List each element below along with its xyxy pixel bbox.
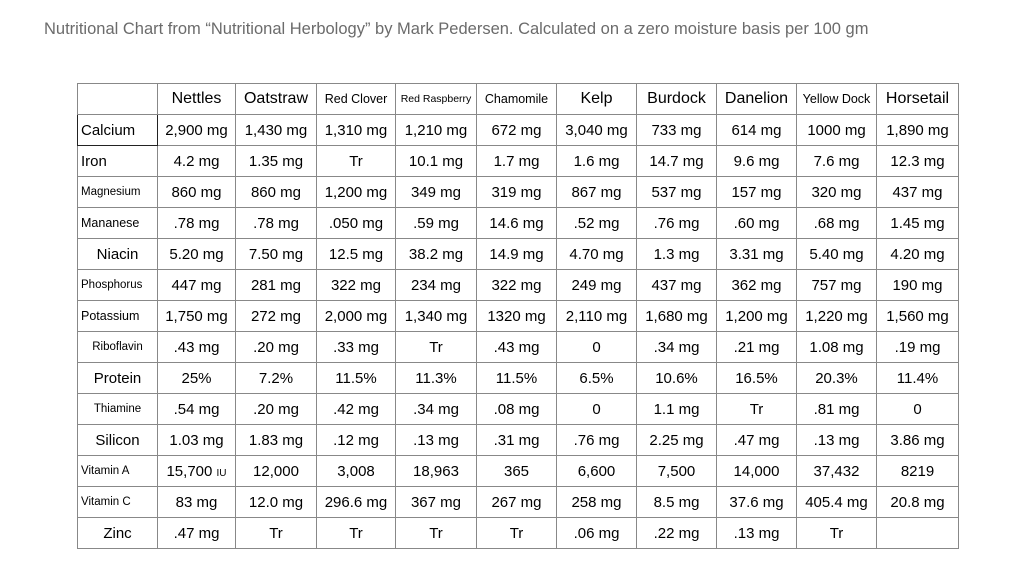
table-cell: .54 mg: [158, 394, 236, 425]
table-row: [78, 177, 959, 208]
page-title: Nutritional Chart from “Nutritional Herbology” by Mark Pedersen. Calculated on a zero moisture basis per 100 gm: [44, 20, 869, 38]
table-cell: 20.3%: [797, 363, 877, 394]
table-cell: 157 mg: [717, 177, 797, 208]
table-cell: 1.1 mg: [637, 394, 717, 425]
table-cell: 1,750 mg: [158, 301, 236, 332]
table-cell: 14,000: [717, 456, 797, 487]
table-cell: .21 mg: [717, 332, 797, 363]
table-cell: 6.5%: [557, 363, 637, 394]
table-row: [78, 456, 959, 487]
table-cell: .68 mg: [797, 208, 877, 239]
column-header: Red Raspberry: [396, 84, 477, 115]
table-cell: 6,600: [557, 456, 637, 487]
table-cell: 7,500: [637, 456, 717, 487]
table-cell: 7.50 mg: [236, 239, 317, 270]
table-row: [78, 363, 959, 394]
table-cell: 3,040 mg: [557, 115, 637, 146]
table-cell: 322 mg: [317, 270, 396, 301]
table-cell: 2,110 mg: [557, 301, 637, 332]
table-cell: 867 mg: [557, 177, 637, 208]
table-cell: 4.20 mg: [877, 239, 959, 270]
table-cell: .06 mg: [557, 518, 637, 549]
table-cell: 37.6 mg: [717, 487, 797, 518]
header-row: [78, 84, 959, 115]
table-cell: 1,340 mg: [396, 301, 477, 332]
table-cell: 12.5 mg: [317, 239, 396, 270]
nutrition-table: [77, 83, 959, 549]
table-cell: 14.9 mg: [477, 239, 557, 270]
table-row: [78, 301, 959, 332]
table-cell: 1.35 mg: [236, 146, 317, 177]
table-cell: .60 mg: [717, 208, 797, 239]
table-cell: 0: [557, 332, 637, 363]
table-cell: 437 mg: [877, 177, 959, 208]
table-row: [78, 332, 959, 363]
table-cell: 16.5%: [717, 363, 797, 394]
table-cell: 733 mg: [637, 115, 717, 146]
table-cell: 83 mg: [158, 487, 236, 518]
table-cell: 1,220 mg: [797, 301, 877, 332]
table-row: [78, 518, 959, 549]
table-cell: 9.6 mg: [717, 146, 797, 177]
table-cell: .59 mg: [396, 208, 477, 239]
table-cell: Tr: [317, 146, 396, 177]
table-cell: 1.6 mg: [557, 146, 637, 177]
column-header: Kelp: [557, 84, 637, 115]
table-cell: .76 mg: [557, 425, 637, 456]
table-cell: 1.3 mg: [637, 239, 717, 270]
table-cell: 11.4%: [877, 363, 959, 394]
table-cell: .47 mg: [717, 425, 797, 456]
table-cell: 1,560 mg: [877, 301, 959, 332]
table-cell: 1.45 mg: [877, 208, 959, 239]
row-label: Protein: [78, 363, 158, 394]
table-cell: 11.5%: [317, 363, 396, 394]
table-cell: 7.6 mg: [797, 146, 877, 177]
row-label: Vitamin C: [78, 487, 158, 518]
row-label: Vitamin A: [78, 456, 158, 487]
table-cell: 860 mg: [236, 177, 317, 208]
table-cell: 25%: [158, 363, 236, 394]
column-header: Red Clover: [317, 84, 396, 115]
table-cell: 320 mg: [797, 177, 877, 208]
table-cell: .13 mg: [396, 425, 477, 456]
table-cell: .34 mg: [637, 332, 717, 363]
table-cell: .20 mg: [236, 332, 317, 363]
table-cell: Tr: [236, 518, 317, 549]
row-label: Phosphorus: [78, 270, 158, 301]
table-cell: 14.6 mg: [477, 208, 557, 239]
table-row: [78, 394, 959, 425]
table-cell: 190 mg: [877, 270, 959, 301]
table-cell: .42 mg: [317, 394, 396, 425]
table-cell: 405.4 mg: [797, 487, 877, 518]
table-row: [78, 487, 959, 518]
table-cell: .12 mg: [317, 425, 396, 456]
table-cell: 860 mg: [158, 177, 236, 208]
table-row: [78, 146, 959, 177]
table-cell: 37,432: [797, 456, 877, 487]
table-cell: 1.7 mg: [477, 146, 557, 177]
table-cell: 249 mg: [557, 270, 637, 301]
table-cell: [877, 518, 959, 549]
table-cell: 1,210 mg: [396, 115, 477, 146]
table-cell: .78 mg: [236, 208, 317, 239]
table-cell: 20.8 mg: [877, 487, 959, 518]
table-cell: .78 mg: [158, 208, 236, 239]
table-cell: 2,900 mg: [158, 115, 236, 146]
row-label: Niacin: [78, 239, 158, 270]
row-label: Zinc: [78, 518, 158, 549]
table-cell: [158, 456, 236, 487]
table-cell: 7.2%: [236, 363, 317, 394]
table-cell: Tr: [396, 332, 477, 363]
table-cell: 614 mg: [717, 115, 797, 146]
table-cell: 8.5 mg: [637, 487, 717, 518]
table-cell: 14.7 mg: [637, 146, 717, 177]
table-cell: 4.2 mg: [158, 146, 236, 177]
corner-cell: [78, 84, 158, 115]
table-cell: 234 mg: [396, 270, 477, 301]
row-label: Riboflavin: [78, 332, 158, 363]
table-cell: 3.31 mg: [717, 239, 797, 270]
table-cell: 1.03 mg: [158, 425, 236, 456]
table-cell: 757 mg: [797, 270, 877, 301]
table-cell: Tr: [317, 518, 396, 549]
table-cell: 367 mg: [396, 487, 477, 518]
table-cell: 1320 mg: [477, 301, 557, 332]
table-cell: .31 mg: [477, 425, 557, 456]
table-cell: 1,310 mg: [317, 115, 396, 146]
table-cell: Tr: [717, 394, 797, 425]
table-cell: 10.6%: [637, 363, 717, 394]
table-cell: 272 mg: [236, 301, 317, 332]
table-cell: .20 mg: [236, 394, 317, 425]
table-cell: 296.6 mg: [317, 487, 396, 518]
row-label: Silicon: [78, 425, 158, 456]
table-cell: .81 mg: [797, 394, 877, 425]
column-header: Horsetail: [877, 84, 959, 115]
table-cell: 1,890 mg: [877, 115, 959, 146]
table-cell: 18,963: [396, 456, 477, 487]
table-cell: 10.1 mg: [396, 146, 477, 177]
table-cell: 349 mg: [396, 177, 477, 208]
table-cell: 1,430 mg: [236, 115, 317, 146]
table-cell: 267 mg: [477, 487, 557, 518]
table-cell: 537 mg: [637, 177, 717, 208]
column-header: Chamomile: [477, 84, 557, 115]
table-cell: 1000 mg: [797, 115, 877, 146]
table-cell: 365: [477, 456, 557, 487]
table-cell: .47 mg: [158, 518, 236, 549]
table-cell: .52 mg: [557, 208, 637, 239]
table-cell: .43 mg: [477, 332, 557, 363]
table-cell: Tr: [396, 518, 477, 549]
table-cell: 12.3 mg: [877, 146, 959, 177]
row-label: Thiamine: [78, 394, 158, 425]
table-cell: .33 mg: [317, 332, 396, 363]
table-cell: .050 mg: [317, 208, 396, 239]
column-header: Yellow Dock: [797, 84, 877, 115]
table-row: [78, 425, 959, 456]
table-cell: 1.83 mg: [236, 425, 317, 456]
table-cell: 11.3%: [396, 363, 477, 394]
table-cell: .13 mg: [717, 518, 797, 549]
table-cell: 3.86 mg: [877, 425, 959, 456]
table-row: [78, 208, 959, 239]
table-cell: 8219: [877, 456, 959, 487]
table-cell: 5.40 mg: [797, 239, 877, 270]
table-cell: 1,680 mg: [637, 301, 717, 332]
table-cell: .34 mg: [396, 394, 477, 425]
table-cell: 5.20 mg: [158, 239, 236, 270]
unit-label: IU: [216, 467, 227, 479]
table-cell: 258 mg: [557, 487, 637, 518]
table-cell: 362 mg: [717, 270, 797, 301]
table-cell: 38.2 mg: [396, 239, 477, 270]
table-cell: 322 mg: [477, 270, 557, 301]
table-cell: 437 mg: [637, 270, 717, 301]
table-cell: 2.25 mg: [637, 425, 717, 456]
row-label: Potassium: [78, 301, 158, 332]
column-header: Oatstraw: [236, 84, 317, 115]
table-cell: 3,008: [317, 456, 396, 487]
table-row: [78, 115, 959, 146]
table-cell: .43 mg: [158, 332, 236, 363]
column-header: Burdock: [637, 84, 717, 115]
table-cell: 12,000: [236, 456, 317, 487]
table-cell: Tr: [477, 518, 557, 549]
table-row: [78, 239, 959, 270]
row-label: Mananese: [78, 208, 158, 239]
table-cell: .22 mg: [637, 518, 717, 549]
table-cell: 1,200 mg: [317, 177, 396, 208]
table-cell: .08 mg: [477, 394, 557, 425]
table-cell: .13 mg: [797, 425, 877, 456]
table-cell: .76 mg: [637, 208, 717, 239]
table-cell: 281 mg: [236, 270, 317, 301]
table-cell: .19 mg: [877, 332, 959, 363]
table-cell: 11.5%: [477, 363, 557, 394]
table-cell: 12.0 mg: [236, 487, 317, 518]
row-label: Calcium: [78, 115, 158, 146]
table-cell: Tr: [797, 518, 877, 549]
table-cell: 672 mg: [477, 115, 557, 146]
table-row: [78, 270, 959, 301]
table-cell: 1,200 mg: [717, 301, 797, 332]
row-label: Magnesium: [78, 177, 158, 208]
table-cell: 0: [877, 394, 959, 425]
column-header: Nettles: [158, 84, 236, 115]
table-cell: 4.70 mg: [557, 239, 637, 270]
row-label: Iron: [78, 146, 158, 177]
table-cell: 319 mg: [477, 177, 557, 208]
table-cell: 0: [557, 394, 637, 425]
column-header: Danelion: [717, 84, 797, 115]
cell-value: 15,700: [166, 462, 213, 480]
table-cell: 447 mg: [158, 270, 236, 301]
table-cell: 1.08 mg: [797, 332, 877, 363]
table-cell: 2,000 mg: [317, 301, 396, 332]
